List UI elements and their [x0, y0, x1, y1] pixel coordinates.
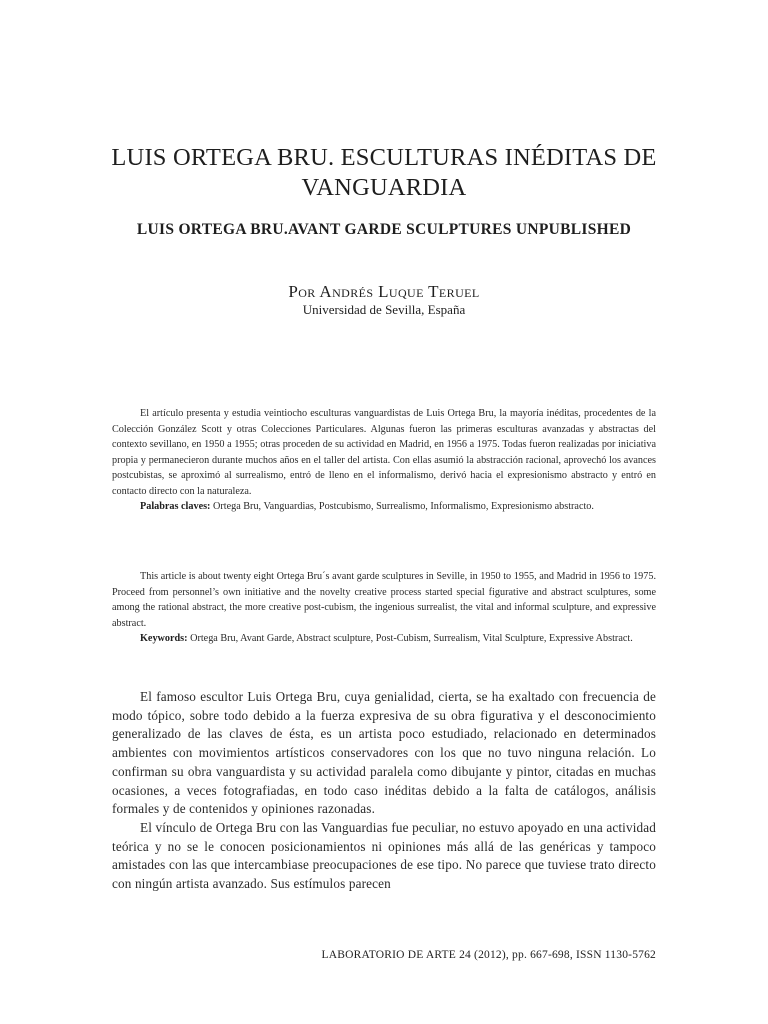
body-paragraph-2: El vínculo de Ortega Bru con las Vanguardias fue peculiar, no estuvo apoyado en una actividad teórica y no se le conocen posicionamientos ni opiniones más allá de las genéricas y tampoco amistades con las que intercambiase preocupaciones de ese tipo. No parece que tuviese trato directo con ningún artista avanzado. Sus estímulos parecen [112, 819, 656, 892]
keywords-english-list: Ortega Bru, Avant Garde, Abstract sculpture, Post-Cubism, Surrealism, Vital Sculpture, Expressive Abstract. [187, 633, 633, 644]
journal-citation-footer: LABORATORIO DE ARTE 24 (2012), pp. 667-698, ISSN 1130-5762 [321, 949, 656, 961]
keywords-english [112, 631, 656, 647]
keywords-spanish [112, 499, 656, 515]
abstract-english [112, 569, 656, 647]
abstract-spanish-text: El artículo presenta y estudia veintiocho esculturas vanguardistas de Luis Ortega Bru, la mayoría inéditas, procedentes de la Colección González Scott y otras Colecciones Particulares. Algunas fueron las primeras esculturas avanzadas y abstractas del contexto sevillano, en 1950 a 1955; otras proceden de su actividad en Madrid, en 1956 a 1975. Todas fueron realizadas por iniciativa propia y permanecieron durante muchos años en el taller del artista. Con ellas asumió la abstracción racional, aprovechó los avances postcubistas, se aproximó al surrealismo, entró de lleno en el informalismo, derivó hacia el expresionismo abstracto y entró en contacto directo con la naturaleza. [112, 408, 656, 497]
article-subtitle-english: LUIS ORTEGA BRU.AVANT GARDE SCULPTURES UNPUBLISHED [136, 221, 632, 238]
keywords-english-label: Keywords: [140, 633, 188, 644]
keywords-spanish-list: Ortega Bru, Vanguardias, Postcubismo, Surrealismo, Informalismo, Expresionismo abstracto. [210, 501, 594, 512]
abstract-english-text: This article is about twenty eight Ortega Bru´s avant garde sculptures in Seville, in 1950 to 1955, and Madrid in 1956 to 1975. Proceed from personnel’s own initiative and the novelty creative process started special figurative and abstract sculptures, some among the rational abstract, the more creative post-cubism, the ingenious surrealist, the vital and informal sculpture, and expressive abstract. [112, 571, 656, 629]
article-title: LUIS ORTEGA BRU. ESCULTURAS INÉDITAS DE VANGUARDIA [111, 144, 657, 201]
body-paragraph-1: El famoso escultor Luis Ortega Bru, cuya genialidad, cierta, se ha exaltado con frecuencia de modo tópico, sobre todo debido a la fuerza expresiva de su obra figurativa y el desconocimiento generalizado de las claves de ésta, es un artista poco estudiado, relacionado en determinados ambientes con movimientos artísticos conservadores con los que no tuvo ninguna relación. Lo confirman su obra vanguardista y su actividad paralela como dibujante y pintor, citadas en muchas ocasiones, a veces fotografiadas, en todo caso inéditas debido a la falta de catálogos, análisis formales y de contenidos y opiniones razonadas. [112, 689, 656, 817]
author-name: Por Andrés Luque Teruel [288, 282, 480, 301]
keywords-spanish-label: Palabras claves: [140, 501, 211, 512]
abstract-spanish [112, 406, 656, 515]
body-text [112, 688, 656, 894]
author-affiliation: Universidad de Sevilla, España [302, 302, 466, 317]
